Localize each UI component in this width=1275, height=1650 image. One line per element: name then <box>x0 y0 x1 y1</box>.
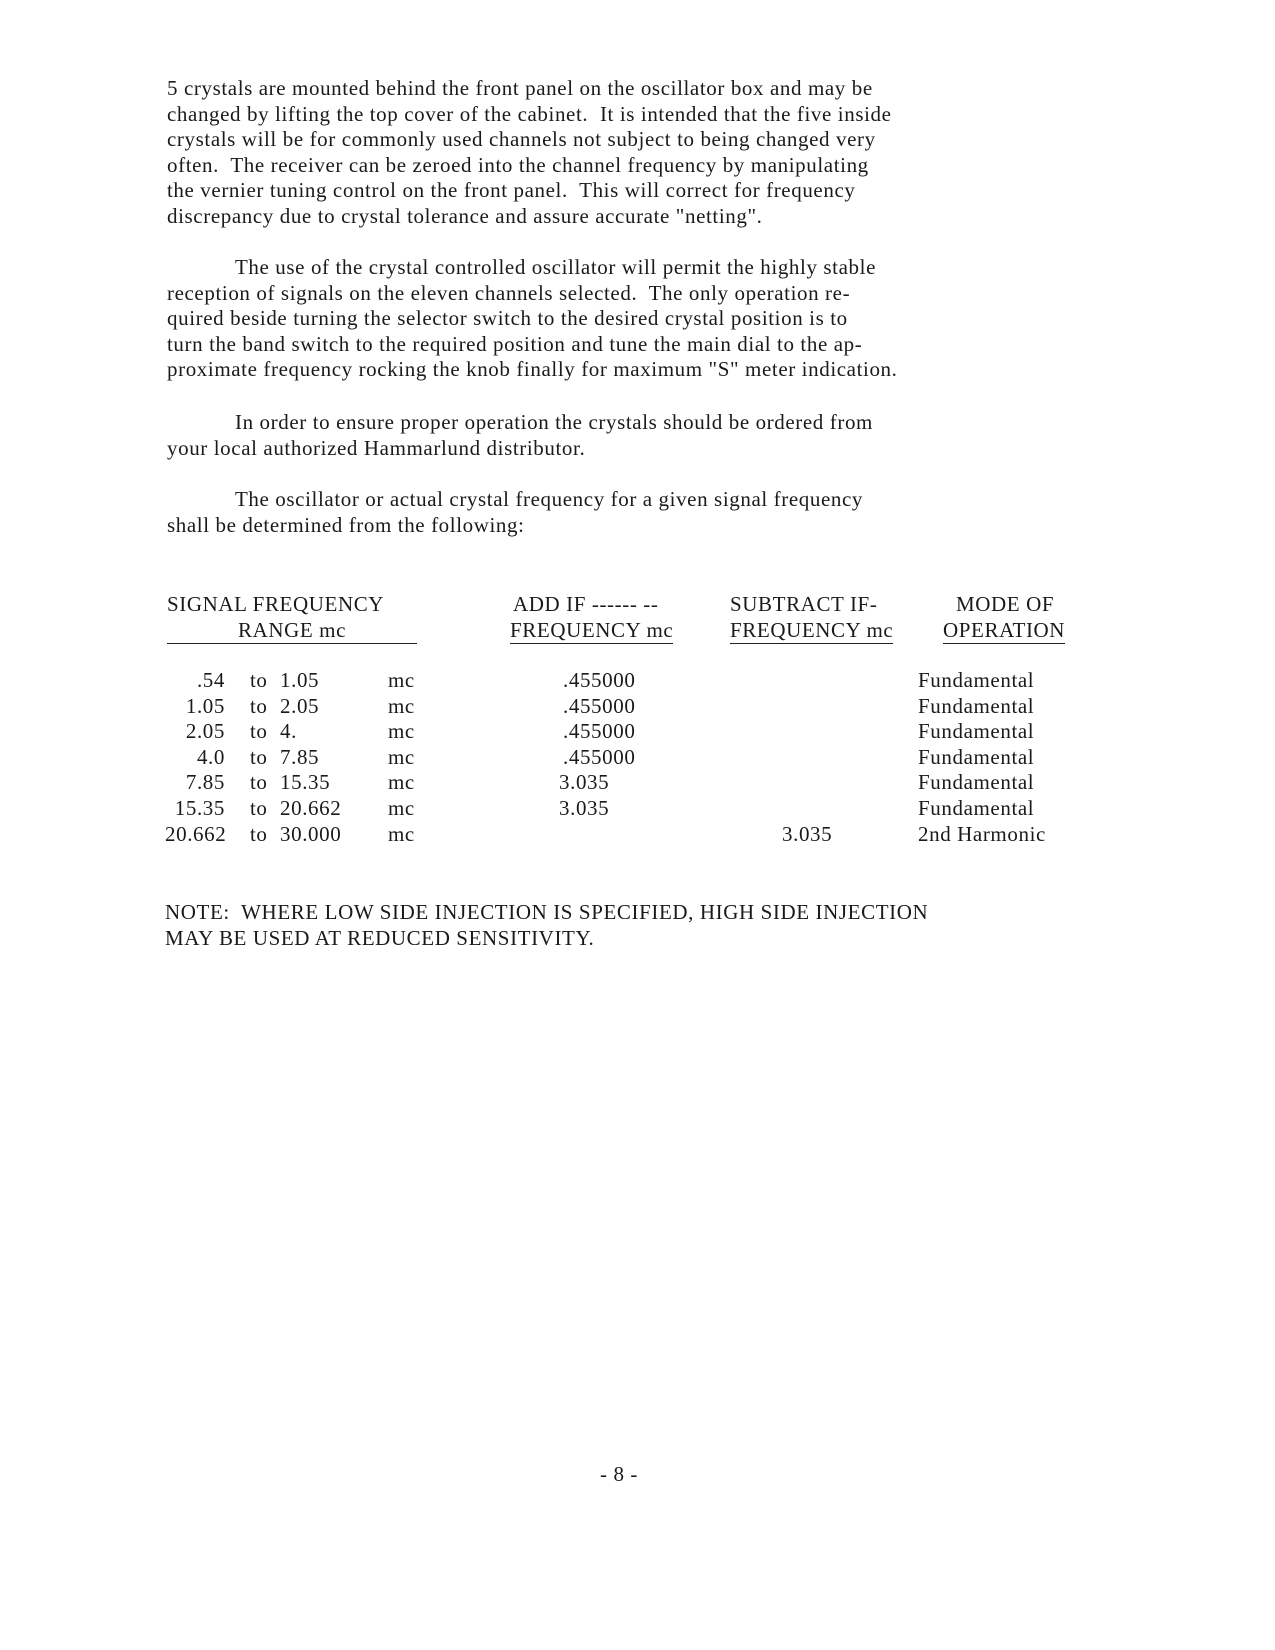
range-to: to <box>250 821 268 846</box>
range-from: 15.35 <box>174 796 225 820</box>
range-from: 2.05 <box>185 719 225 744</box>
add-if-value: 3.035 <box>559 796 610 820</box>
range-unit: mc <box>388 796 415 820</box>
paragraph-line: quired beside turning the selector switch to the desired crystal position is to <box>167 306 848 331</box>
header-mode-of: MODE OF <box>956 592 1055 616</box>
header-add-if: ADD IF ------ -- <box>513 592 659 616</box>
range-from: .54 <box>196 668 225 692</box>
paragraph-line: your local authorized Hammarlund distributor. <box>167 435 586 460</box>
paragraph-line: 5 crystals are mounted behind the front panel on the oscillator box and may be <box>167 76 873 100</box>
range-unit: mc <box>388 693 415 718</box>
page-number: - 8 - <box>600 1462 638 1486</box>
range-unit: mc <box>388 770 415 795</box>
note-line: MAY BE USED AT REDUCED SENSITIVITY. <box>165 925 595 950</box>
add-if-value: .455000 <box>563 668 636 692</box>
range-upper: 7.85 <box>280 744 320 769</box>
range-to: to <box>250 668 268 692</box>
paragraph-line: proximate frequency rocking the knob finally for maximum "S" meter indication. <box>167 357 898 382</box>
range-upper: 20.662 <box>280 796 342 820</box>
header-operation: OPERATION <box>943 618 1066 642</box>
header-signal-frequency: SIGNAL FREQUENCY <box>167 592 385 616</box>
paragraph-line: the vernier tuning control on the front panel. This will correct for frequency <box>167 178 856 203</box>
mode-value: Fundamental <box>918 668 1035 692</box>
range-to: to <box>250 796 268 820</box>
add-if-value: .455000 <box>563 744 636 769</box>
header-range-mc: RANGE mc <box>167 618 417 644</box>
range-to: to <box>250 719 268 744</box>
paragraph-line: crystals will be for commonly used channels not subject to being changed very <box>167 127 876 152</box>
paragraph-line: turn the band switch to the required position and tune the main dial to the ap- <box>167 331 863 356</box>
mode-value: Fundamental <box>918 744 1035 769</box>
add-if-value: .455000 <box>563 693 636 718</box>
paragraph-line: shall be determined from the following: <box>167 512 525 537</box>
range-from: 7.85 <box>185 770 225 795</box>
subtract-if-value: 3.035 <box>782 821 833 846</box>
paragraph-line: The use of the crystal controlled oscillator will permit the highly stable <box>235 255 876 279</box>
paragraph-line: changed by lifting the top cover of the cabinet. It is intended that the five inside <box>167 101 892 126</box>
range-upper: 4. <box>280 719 297 744</box>
range-unit: mc <box>388 744 415 769</box>
mode-value: Fundamental <box>918 693 1035 718</box>
mode-value: Fundamental <box>918 719 1035 744</box>
range-upper: 1.05 <box>280 668 320 692</box>
range-upper: 30.000 <box>280 821 342 846</box>
range-to: to <box>250 770 268 795</box>
range-from: 4.0 <box>196 744 225 769</box>
paragraph-line: often. The receiver can be zeroed into the channel frequency by manipulating <box>167 152 869 177</box>
range-upper: 15.35 <box>280 770 331 795</box>
mode-value: Fundamental <box>918 770 1035 795</box>
range-unit: mc <box>388 719 415 744</box>
header-subtract-if-frequency: FREQUENCY mc <box>730 618 894 642</box>
add-if-value: 3.035 <box>559 770 610 795</box>
paragraph-line: reception of signals on the eleven channels selected. The only operation re- <box>167 280 851 305</box>
header-subtract-if: SUBTRACT IF- <box>730 592 878 616</box>
range-to: to <box>250 744 268 769</box>
header-add-if-frequency: FREQUENCY mc <box>510 618 674 642</box>
range-upper: 2.05 <box>280 693 320 718</box>
paragraph-line: discrepancy due to crystal tolerance and assure accurate "netting". <box>167 204 763 228</box>
mode-value: Fundamental <box>918 796 1035 820</box>
add-if-value: .455000 <box>563 719 636 744</box>
range-from: 20.662 <box>165 821 227 846</box>
range-unit: mc <box>388 821 415 846</box>
range-from: 1.05 <box>185 693 225 718</box>
mode-value: 2nd Harmonic <box>918 821 1046 846</box>
range-to: to <box>250 693 268 718</box>
range-unit: mc <box>388 668 415 692</box>
paragraph-line: In order to ensure proper operation the crystals should be ordered from <box>235 410 873 434</box>
paragraph-line: The oscillator or actual crystal frequency for a given signal frequency <box>235 487 864 511</box>
note-line: NOTE: WHERE LOW SIDE INJECTION IS SPECIFIED, HIGH SIDE INJECTION <box>165 900 929 924</box>
